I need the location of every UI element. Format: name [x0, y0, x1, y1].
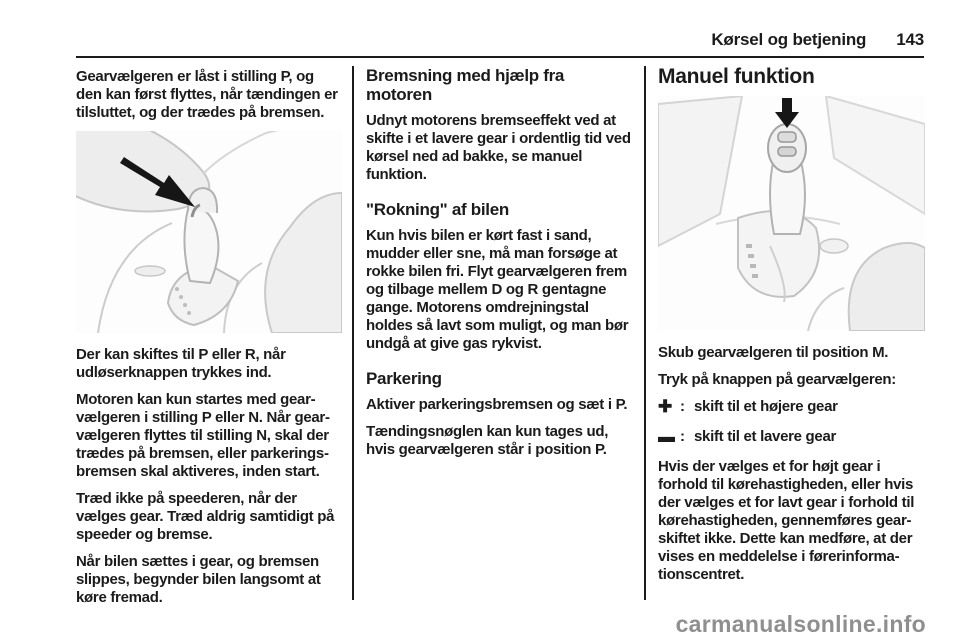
column-middle — [366, 66, 634, 468]
minus-icon: ▬ — [658, 427, 675, 446]
page-header — [76, 30, 924, 50]
definition-colon: : — [680, 398, 685, 415]
header-section-title: Kørsel og betjening — [711, 30, 867, 49]
manual-mode-shift-buttons-illustration — [658, 96, 925, 331]
paragraph: Kun hvis bilen er kørt fast i sand, mudder eller sne, må man forsøge at rokke bilen fri. Flyt gearvælgeren frem og tilbage mellem D og R gentagne gange. Motorens omdrejningstal holdes så lavt som muligt, og man bør undgå at give gas rykvist. — [366, 227, 629, 352]
paragraph: Motoren kan kun startes med gearvælgeren i stilling P eller N. Når gearvælgeren flyttes til stilling N, skal der trædes på bremsen, eller parkeringsbremsen skal aktiveres, inden start. — [76, 391, 330, 480]
column-left — [76, 66, 342, 616]
definition-colon: : — [680, 428, 685, 445]
heading-engine-braking: Bremsning med hjælp fra motoren — [366, 66, 565, 104]
upshift-button-icon — [778, 132, 796, 142]
column-divider — [352, 66, 354, 600]
paragraph: Tændingsnøglen kan kun tages ud, hvis gearvælgeren står i position P. — [366, 423, 609, 458]
gear-selector-release-button-illustration — [76, 131, 342, 333]
console-button-shape — [820, 239, 848, 253]
heading-rocking: "Rokning" af bilen — [366, 200, 509, 219]
downshift-label: skift til et lavere gear — [694, 428, 837, 445]
upshift-definition-row — [658, 398, 925, 416]
header-page-number: 143 — [896, 30, 924, 49]
watermark-text: carmanualsonline.info — [675, 611, 926, 637]
caption-paragraph: Skub gearvælgeren til position M. — [658, 344, 889, 361]
paragraph: Udnyt motorens bremseeffekt ved at skifte i et lavere gear i ordentlig tid ved kørsel ned ad bakke, se manuel funktion. — [366, 112, 631, 183]
three-column-layout — [76, 66, 924, 616]
door-handle-shape — [135, 266, 165, 276]
column-divider — [644, 66, 646, 600]
paragraph: Der kan skiftes til P eller R, når udløserknappen trykkes ind. — [76, 346, 286, 381]
column-right — [658, 66, 925, 593]
header-rule — [76, 56, 924, 58]
intro-paragraph: Gearvælgeren er låst i stilling P, og den kan først flyttes, når tændingen er tilsluttet, og der trædes på bremsen. — [76, 68, 338, 121]
plus-icon: ✚ — [658, 397, 672, 416]
paragraph: Hvis der vælges et for højt gear i forhold til kørehastigheden, eller hvis der vælges et for lavt gear i forhold til kørehastigheden, gennemføres gearskiftet ikke. Dette kan medføre, at der vises en meddelelse i førerinformationscentret. — [658, 458, 915, 583]
paragraph: Træd ikke på speederen, når der vælges gear. Træd aldrig samtidigt på speeder og bremse. — [76, 490, 335, 543]
paragraph: Når bilen sættes i gear, og bremsen slippes, begynder bilen langsomt at køre fremad. — [76, 553, 321, 606]
downshift-button-icon — [778, 147, 796, 156]
heading-manual-mode: Manuel funktion — [658, 65, 815, 88]
upshift-label: skift til et højere gear — [694, 398, 838, 415]
paragraph: Tryk på knappen på gearvælgeren: — [658, 371, 896, 388]
downshift-definition-row — [658, 428, 925, 446]
paragraph: Aktiver parkeringsbremsen og sæt i P. — [366, 396, 628, 413]
heading-parking: Parkering — [366, 369, 442, 388]
